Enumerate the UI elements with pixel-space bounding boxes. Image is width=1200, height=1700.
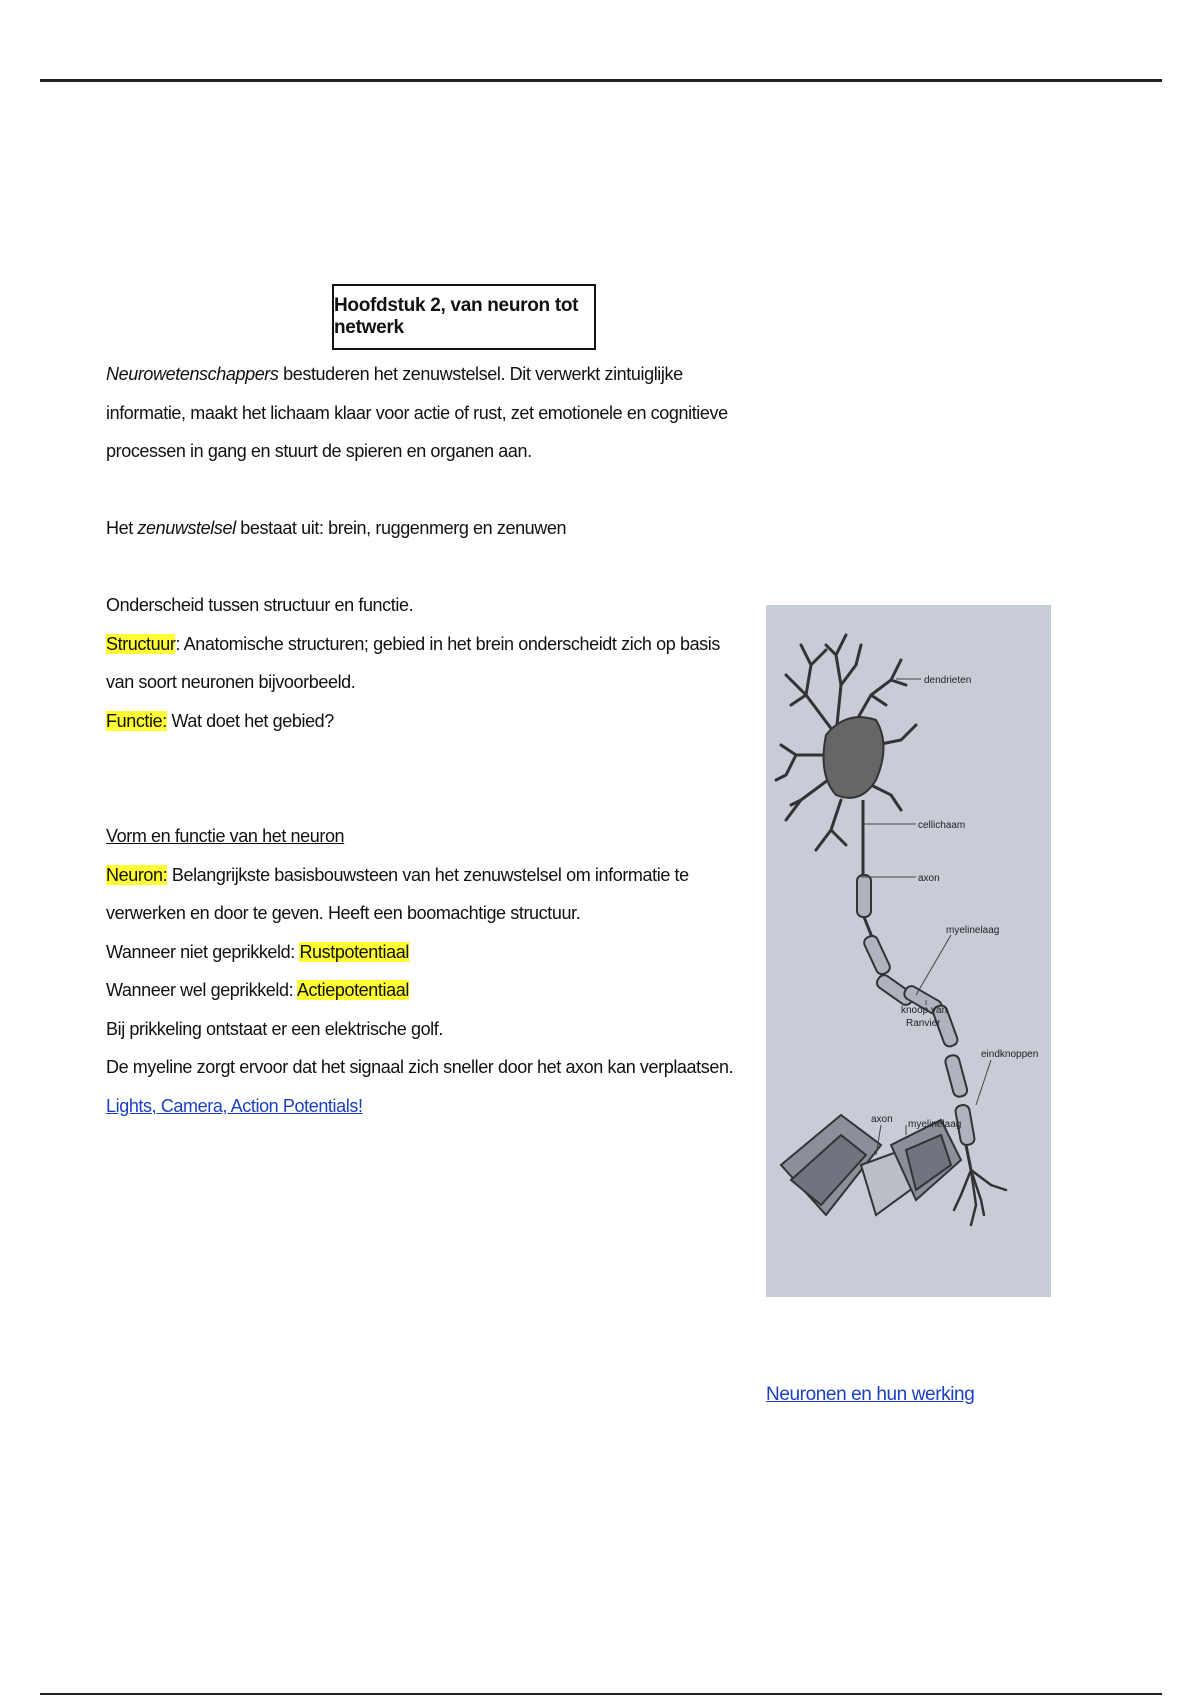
rest-term: Rustpotentiaal [299, 941, 409, 962]
action-line [106, 971, 746, 1010]
functie-label: Functie: [106, 710, 167, 731]
label-myelinelaag: myelinelaag [946, 925, 1000, 936]
rest-prefix: Wanneer niet geprikkeld: [106, 941, 300, 962]
neuron-diagram [766, 605, 1051, 1297]
label-eindknoppen: eindknoppen [981, 1049, 1039, 1060]
structuur-line [106, 625, 746, 702]
nervous-system-line [106, 509, 746, 548]
header-rule [40, 79, 1162, 82]
rest-line [106, 933, 746, 972]
structuur-label: Structuur [106, 633, 176, 654]
neuron-label: Neuron: [106, 864, 168, 885]
label-cellichaam: cellichaam [918, 820, 966, 831]
myelin-line: De myeline zorgt ervoor dat het signaal zich sneller door het axon kan verplaatsen. [106, 1057, 734, 1077]
structuur-text: : Anatomische structuren; gebied in het brein onderscheidt zich op basis van soort neuronen bijvoorbeeld. [106, 633, 720, 692]
label-knoop: knoop van [901, 1005, 948, 1016]
wave-line: Bij prikkeling ontstaat er een elektrische golf. [106, 1018, 443, 1039]
nervous-system-text: bestaat uit: brein, ruggenmerg en zenuwen [235, 518, 567, 538]
action-potentials-link-line [106, 1087, 746, 1126]
action-prefix: Wanneer wel geprikkeld: [106, 980, 297, 1000]
neuron-line [106, 856, 746, 933]
label-dendrieten: dendrieten [924, 675, 972, 686]
label-axon: axon [918, 873, 940, 884]
structure-function-heading: Onderscheid tussen structuur en functie. [106, 595, 414, 615]
intro-paragraph [106, 355, 746, 471]
footer-rule [40, 1693, 1162, 1695]
intro-term: Neurowetenschappers [106, 364, 279, 384]
label-myelinelaag-2: myelinelaag [908, 1119, 962, 1130]
neuron-heading [106, 817, 746, 856]
functie-line [106, 702, 746, 741]
functie-text: Wat doet het gebied? [166, 710, 334, 731]
action-term: Actiepotentiaal [296, 980, 409, 1000]
document-body [106, 355, 746, 1125]
nervous-system-term: zenuwstelsel [137, 518, 236, 538]
intro-text: bestuderen het zenuwstelsel. Dit verwerkt zintuiglijke informatie, maakt het lichaam klaar voor actie of rust, zet emotionele en cognitieve processen in gang en stuurt de spieren en organen aan. [106, 364, 728, 461]
neuronen-link[interactable]: Neuronen en hun werking [766, 1384, 975, 1405]
label-ranvier: Ranvier [906, 1018, 941, 1029]
page-title: Hoofdstuk 2, van neuron tot netwerk [332, 284, 596, 350]
nervous-system-prefix: Het [106, 518, 138, 538]
neuron-illustration [766, 605, 1051, 1297]
label-axon-2: axon [871, 1114, 893, 1125]
neuron-heading-text: Vorm en functie van het neuron [106, 826, 345, 846]
action-potentials-link[interactable]: Lights, Camera, Action Potentials! [106, 1095, 363, 1116]
neuron-text: Belangrijkste basisbouwsteen van het zenuwstelsel om informatie te verwerken en door te geven. Heeft een boomachtige structuur. [106, 864, 689, 923]
